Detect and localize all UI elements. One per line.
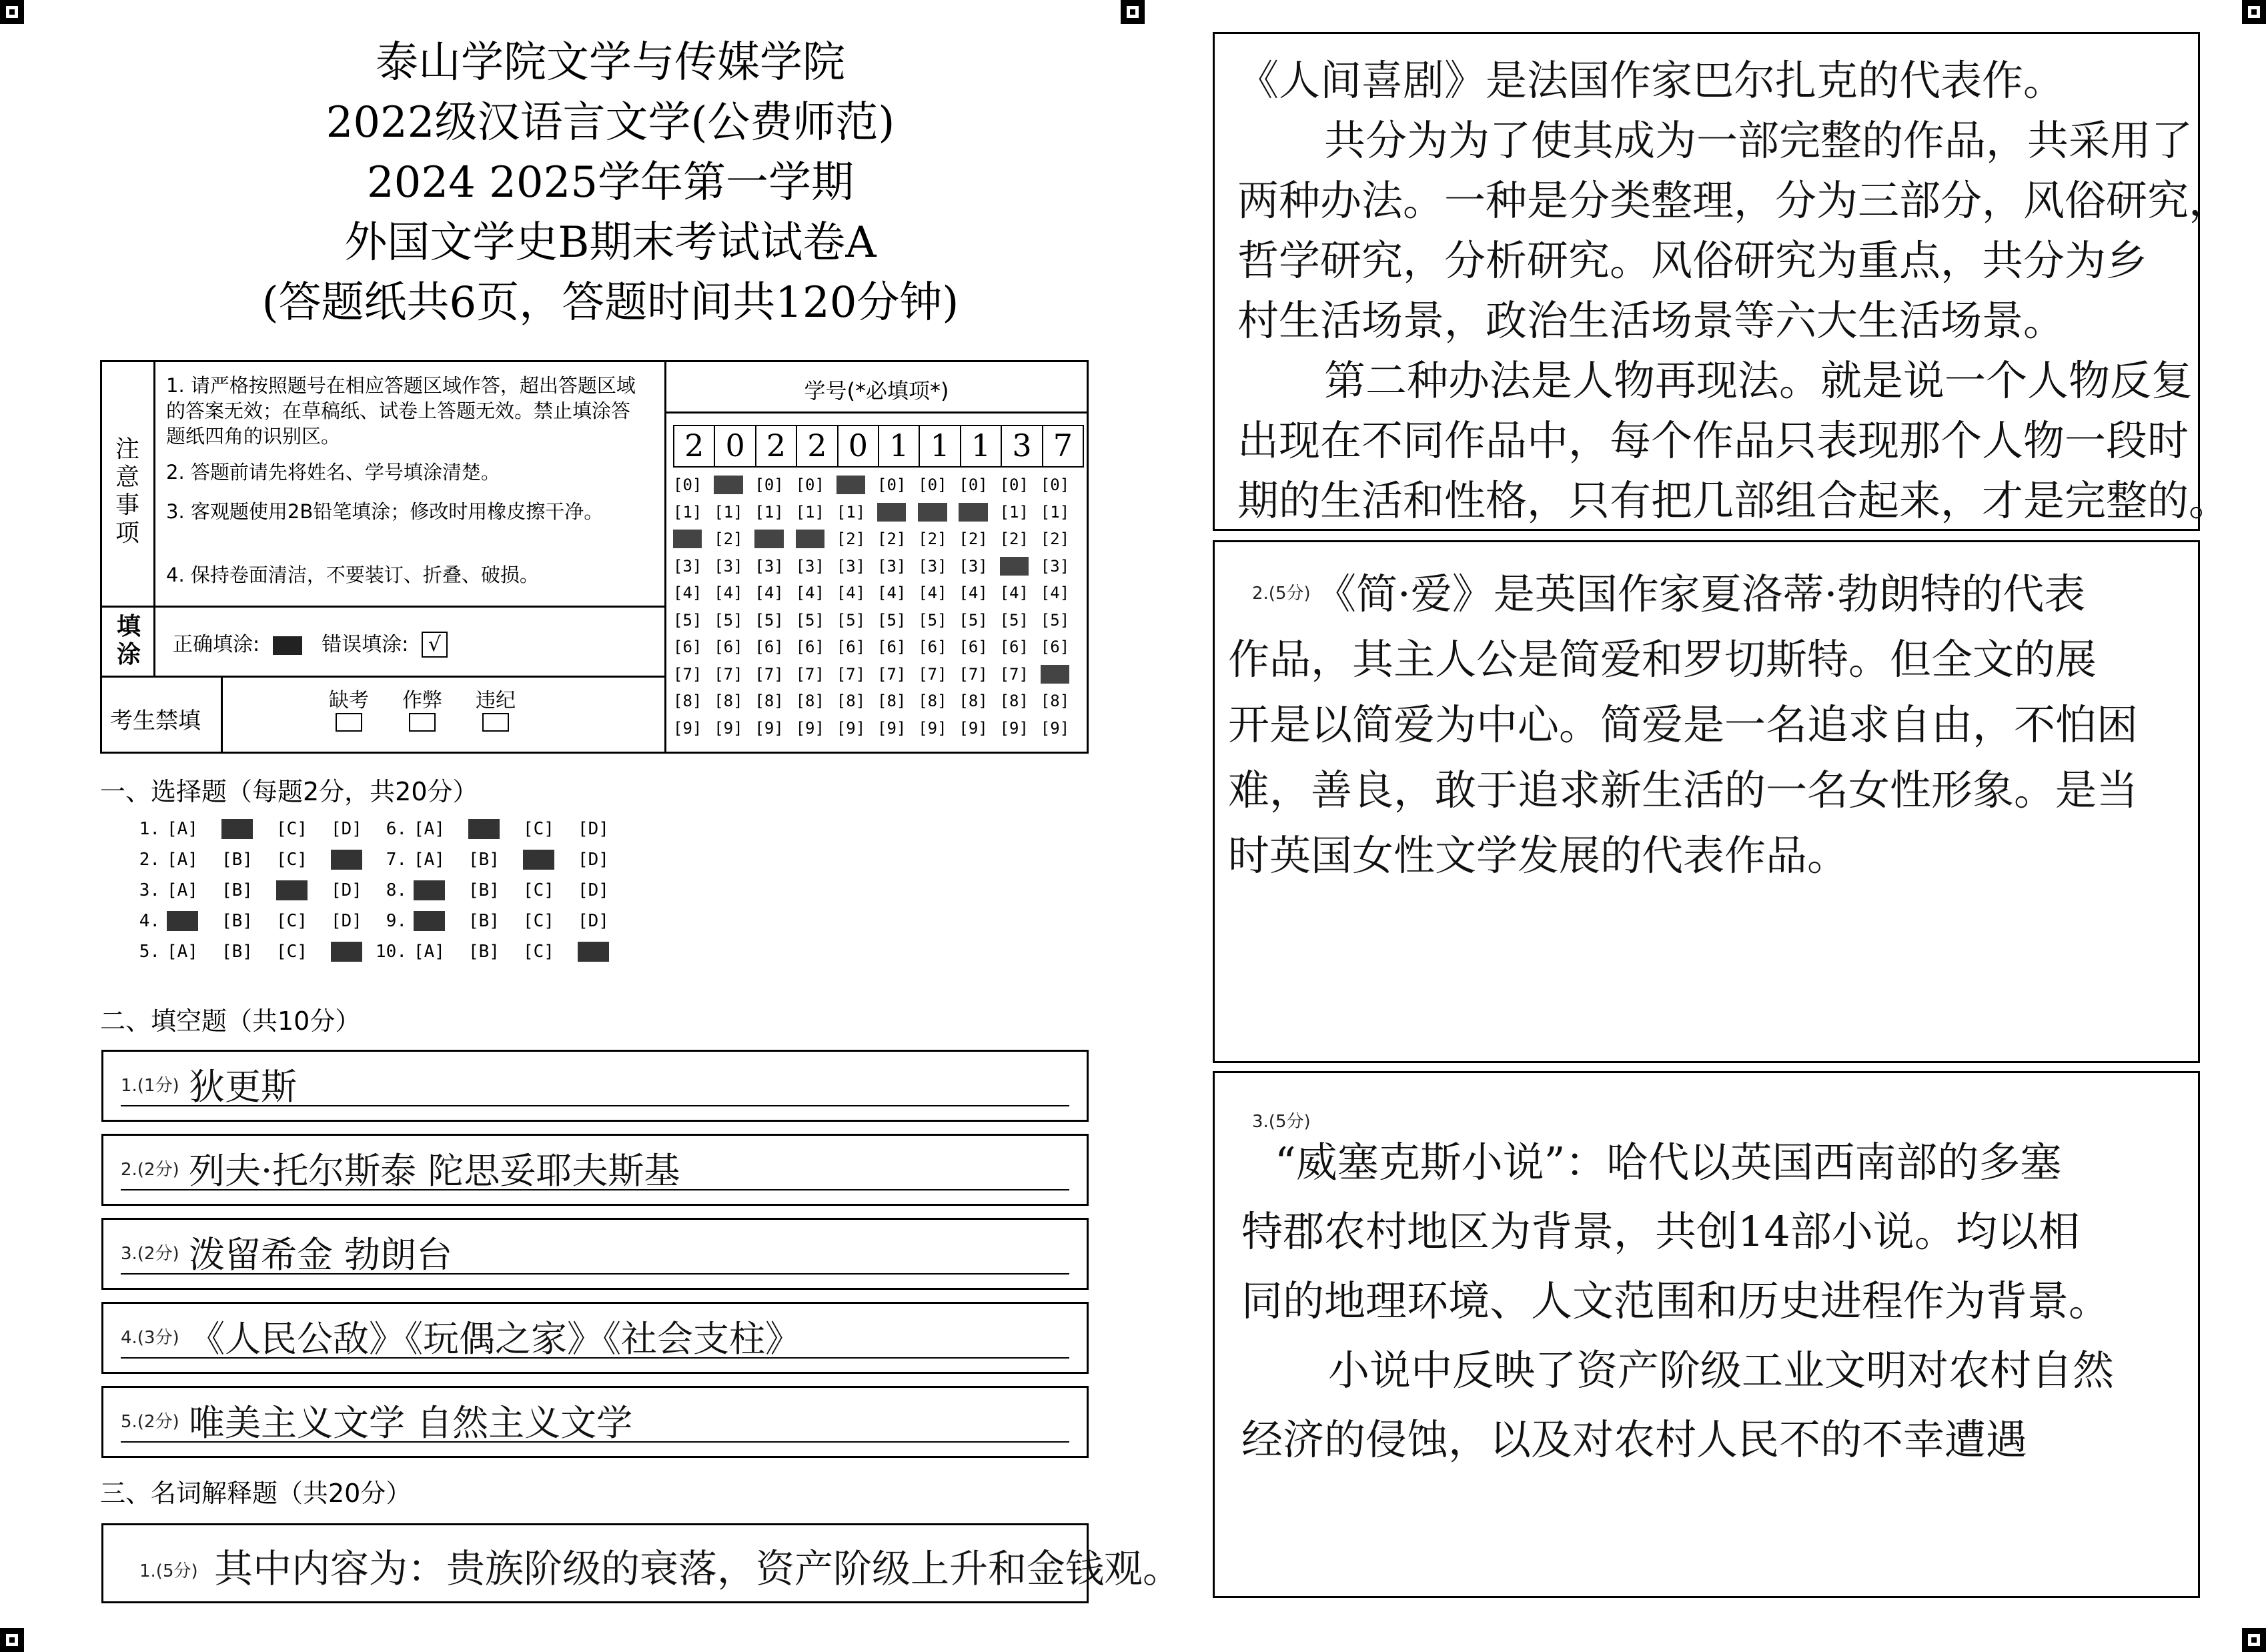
absent-option[interactable] — [322, 684, 376, 737]
cheat-option[interactable] — [396, 684, 449, 737]
id-bubble-col10-3[interactable]: [3] — [1040, 556, 1070, 576]
id-bubble-col8-6[interactable]: [6] — [959, 638, 988, 656]
id-bubble-col1-3[interactable]: [3] — [673, 556, 702, 576]
fill-label: 填涂 — [116, 613, 141, 668]
mc-option-d[interactable]: [D] — [331, 942, 362, 962]
term-q1-number: 1.(5分) — [139, 1561, 198, 1581]
id-bubble-col8-5[interactable]: [5] — [959, 610, 988, 630]
id-bubble-col3-4[interactable]: [4] — [754, 584, 784, 602]
id-bubble-col4-3[interactable]: [3] — [795, 556, 824, 576]
mc-option-c[interactable]: [C] — [276, 819, 308, 839]
mc-question-number: 4. — [139, 911, 160, 931]
q1-answer-line-6: 第二种办法是人物再现法。就是说一个人物反复 — [1324, 356, 2193, 405]
mc-option-b[interactable]: [B] — [221, 819, 253, 839]
id-bubble-col2-8[interactable]: [8] — [714, 692, 743, 710]
mc-option-c[interactable]: [C] — [523, 819, 554, 839]
id-bubble-col6-7[interactable]: [7] — [877, 664, 907, 684]
id-bubble-col9-3[interactable]: [3] — [999, 556, 1029, 576]
section2-title: 二、填空题（共10分） — [100, 1006, 361, 1036]
fill-answer-box-2[interactable] — [101, 1134, 1089, 1206]
id-bubble-col10-0[interactable]: [0] — [1040, 476, 1070, 494]
wrong-fill-mark: √ — [422, 632, 448, 658]
id-bubble-col9-2[interactable]: [2] — [999, 530, 1029, 548]
id-bubble-col10-4[interactable]: [4] — [1040, 584, 1070, 602]
notice-item-2: 2. 答题前请先将姓名、学号填涂清楚。 — [166, 461, 500, 484]
id-bubble-col7-0[interactable]: [0] — [918, 476, 947, 494]
id-bubble-col3-0[interactable]: [0] — [754, 476, 784, 494]
id-bubble-col4-7[interactable]: [7] — [795, 664, 824, 684]
mc-option-a[interactable]: [A] — [167, 819, 198, 839]
id-bubble-col1-1[interactable]: [1] — [673, 502, 702, 522]
id-bubble-col5-9[interactable]: [9] — [836, 718, 866, 738]
mc-option-a[interactable]: [A] — [167, 850, 198, 870]
mc-option-a[interactable]: [A] — [414, 880, 445, 900]
term-q2-number: 2.(5分) — [1252, 584, 1311, 604]
id-bubble-col4-8[interactable]: [8] — [795, 692, 824, 710]
mc-option-b[interactable]: [B] — [468, 850, 500, 870]
id-bubble-col4-0[interactable]: [0] — [795, 476, 824, 494]
mc-question-1 — [119, 819, 386, 839]
mc-option-c[interactable]: [C] — [523, 911, 554, 931]
student-id-digit-2[interactable]: 0 — [715, 426, 756, 466]
mc-question-3 — [119, 880, 386, 900]
mc-option-d[interactable]: [D] — [578, 850, 609, 870]
mc-question-7 — [366, 850, 632, 870]
mc-option-b[interactable]: [B] — [468, 880, 500, 900]
mc-option-b[interactable]: [B] — [221, 942, 253, 962]
student-id-bubble-grid[interactable] — [673, 476, 1081, 749]
id-bubble-col10-7[interactable]: [7] — [1040, 664, 1070, 684]
id-bubble-col9-0[interactable]: [0] — [999, 476, 1029, 494]
id-bubble-col8-8[interactable]: [8] — [959, 692, 988, 710]
exam-title: 外国文学史B期末考试试卷A — [344, 218, 877, 267]
id-bubble-col3-3[interactable]: [3] — [754, 556, 784, 576]
corner-marker-top-center — [1121, 0, 1145, 24]
id-bubble-col7-9[interactable]: [9] — [918, 718, 947, 738]
fill-answer-text: 泼留希金 勃朗台 — [189, 1234, 453, 1276]
id-bubble-col2-1[interactable]: [1] — [714, 502, 743, 522]
id-bubble-col9-9[interactable]: [9] — [999, 718, 1029, 738]
corner-marker-bottom-left — [0, 1628, 24, 1652]
mc-option-d[interactable]: [D] — [578, 880, 609, 900]
term-answer-box-1[interactable] — [101, 1523, 1182, 1603]
mc-option-a[interactable]: [A] — [414, 911, 445, 931]
class-title: 2022级汉语言文学(公费师范) — [326, 98, 895, 147]
mc-question-8 — [366, 880, 632, 900]
q1-answer-line-4: 哲学研究，分析研究。风俗研究为重点，共分为乡 — [1237, 236, 2148, 285]
mc-question-9 — [366, 911, 632, 931]
q3-answer-line-5: 经济的侵蚀，以及对农村人民不的不幸遭遇 — [1241, 1415, 2028, 1464]
mc-option-a[interactable]: [A] — [167, 911, 198, 931]
violation-label: 违纪 — [476, 689, 516, 712]
fill-answer-box-4[interactable] — [101, 1302, 1089, 1374]
absent-checkbox[interactable] — [336, 713, 362, 732]
id-bubble-col7-8[interactable]: [8] — [918, 692, 947, 710]
fill-answer-text: 狄更斯 — [189, 1066, 297, 1108]
id-bubble-col9-4[interactable]: [4] — [999, 584, 1029, 602]
mc-question-number: 1. — [139, 819, 160, 839]
id-bubble-col6-4[interactable]: [4] — [877, 584, 907, 602]
id-bubble-col1-7[interactable]: [7] — [673, 664, 702, 684]
q1-answer-line-5: 村生活场景，政治生活场景等六大生活场景。 — [1237, 296, 2065, 345]
student-id-digit-6[interactable]: 1 — [879, 426, 920, 466]
mc-option-a[interactable]: [A] — [414, 850, 445, 870]
notice-item-3: 3. 客观题使用2B铅笔填涂；修改时用橡皮擦干净。 — [166, 500, 604, 523]
mc-option-b[interactable]: [B] — [468, 911, 500, 931]
q3-answer-line-3: 同的地理环境、人文范围和历史进程作为背景。 — [1241, 1277, 2111, 1325]
mc-question-number: 5. — [139, 942, 160, 962]
student-id-digit-7[interactable]: 1 — [920, 426, 961, 466]
mc-question-number: 2. — [139, 850, 160, 870]
mc-option-b[interactable]: [B] — [468, 942, 500, 962]
id-bubble-col2-9[interactable]: [9] — [714, 718, 743, 738]
mc-option-c[interactable]: [C] — [276, 942, 308, 962]
notice-item-1: 1. 请严格按照题号在相应答题区域作答，超出答题区域的答案无效；在草稿纸、试卷上答题无效。禁止填涂答题纸四角的识别区。 — [166, 374, 636, 448]
id-bubble-col10-6[interactable]: [6] — [1040, 638, 1070, 656]
mc-option-d[interactable]: [D] — [331, 819, 362, 839]
mc-question-10 — [366, 942, 632, 962]
mc-question-number: 6. — [386, 819, 407, 839]
id-bubble-col5-1[interactable]: [1] — [836, 502, 866, 522]
id-bubble-col3-8[interactable]: [8] — [754, 692, 784, 710]
answer-box-q2[interactable] — [1213, 540, 2200, 1063]
id-bubble-col7-5[interactable]: [5] — [918, 610, 947, 630]
id-bubble-col5-7[interactable]: [7] — [836, 664, 866, 684]
q1-answer-line-7: 出现在不同作品中，每个作品只表现那个人物一段时 — [1237, 416, 2189, 465]
id-bubble-col7-7[interactable]: [7] — [918, 664, 947, 684]
id-bubble-col4-4[interactable]: [4] — [795, 584, 824, 602]
mc-option-a[interactable]: [A] — [414, 819, 445, 839]
wrong-fill-label: 错误填涂: — [322, 633, 409, 656]
mc-option-b[interactable]: [B] — [221, 880, 253, 900]
info-block — [100, 360, 1089, 754]
id-bubble-col10-5[interactable]: [5] — [1040, 610, 1070, 630]
id-bubble-col3-1[interactable]: [1] — [754, 502, 784, 522]
notice-item-4: 4. 保持卷面清洁，不要装订、折叠、破损。 — [166, 564, 539, 586]
section3-title: 三、名词解释题（共20分） — [100, 1479, 412, 1508]
q3-answer-line-2: 特郡农村地区为背景，共创14部小说。均以相 — [1241, 1207, 2080, 1256]
student-id-digit-8[interactable]: 1 — [961, 426, 1002, 466]
student-id-digit-5[interactable]: 0 — [838, 426, 879, 466]
q2-answer-line-4: 难，善良，敢于追求新生活的一名女性形象。是当 — [1228, 766, 2139, 814]
q2-answer-line-1: 《简·爱》是英国作家夏洛蒂·勃朗特的代表 — [1315, 570, 2086, 618]
term-q3-number: 3.(5分) — [1252, 1112, 1311, 1132]
student-id-digit-3[interactable]: 2 — [756, 426, 797, 466]
q2-answer-line-2: 作品，其主人公是简爱和罗切斯特。但全文的展 — [1228, 635, 2097, 684]
student-id-digit-1[interactable]: 2 — [674, 426, 715, 466]
fill-example — [173, 628, 448, 658]
absent-label: 缺考 — [329, 689, 369, 712]
mc-option-c[interactable]: [C] — [523, 942, 554, 962]
id-bubble-col4-1[interactable]: [1] — [795, 502, 824, 522]
fill-answer-text: 列夫·托尔斯泰 陀思妥耶夫斯基 — [189, 1150, 680, 1192]
id-bubble-col6-5[interactable]: [5] — [877, 610, 907, 630]
mc-option-d[interactable]: [D] — [331, 850, 362, 870]
mc-option-d[interactable]: [D] — [331, 880, 362, 900]
mc-option-c[interactable]: [C] — [523, 880, 554, 900]
id-bubble-col7-1[interactable]: [1] — [918, 502, 947, 522]
q1-answer-line-8: 期的生活和性格，只有把几部组合起来，才是完整的。 — [1237, 476, 2231, 525]
fill-question-number: 5.(2分) — [121, 1412, 179, 1432]
violation-option[interactable] — [469, 684, 522, 737]
id-bubble-col4-6[interactable]: [6] — [795, 638, 824, 656]
correct-fill-mark — [273, 636, 302, 655]
mc-question-6 — [366, 819, 632, 839]
correct-fill-label: 正确填涂: — [173, 633, 260, 656]
fill-question-number: 1.(1分) — [121, 1076, 179, 1096]
corner-marker-top-left — [0, 0, 24, 24]
cheat-checkbox[interactable] — [409, 713, 436, 732]
id-bubble-col4-5[interactable]: [5] — [795, 610, 824, 630]
id-bubble-col6-0[interactable]: [0] — [877, 476, 907, 494]
id-bubble-col7-4[interactable]: [4] — [918, 584, 947, 602]
id-bubble-col2-6[interactable]: [6] — [714, 638, 743, 656]
id-bubble-col9-5[interactable]: [5] — [999, 610, 1029, 630]
q3-answer-line-1: “威塞克斯小说”：哈代以英国西南部的多塞 — [1275, 1138, 2062, 1186]
forbidden-label: 考生禁填 — [110, 708, 201, 734]
mc-question-number: 8. — [386, 880, 407, 900]
id-bubble-col2-2[interactable]: [2] — [714, 530, 743, 548]
id-bubble-col9-8[interactable]: [8] — [999, 692, 1029, 710]
mc-option-a[interactable]: [A] — [167, 942, 198, 962]
mc-question-number: 3. — [139, 880, 160, 900]
id-bubble-col9-6[interactable]: [6] — [999, 638, 1029, 656]
q3-answer-line-4: 小说中反映了资产阶级工业文明对农村自然 — [1328, 1346, 2115, 1395]
fill-answer-text: 《人民公敌》《玩偶之家》《社会支柱》 — [189, 1318, 801, 1360]
id-bubble-col1-5[interactable]: [5] — [673, 610, 702, 630]
id-bubble-col5-6[interactable]: [6] — [836, 638, 866, 656]
fill-question-number: 3.(2分) — [121, 1244, 179, 1264]
id-bubble-col10-8[interactable]: [8] — [1040, 692, 1070, 710]
q2-answer-line-3: 开是以简爱为中心。简爱是一名追求自由，不怕困 — [1228, 700, 2139, 749]
id-bubble-col8-9[interactable]: [9] — [959, 718, 988, 738]
corner-marker-top-right — [2242, 0, 2266, 24]
id-bubble-col5-8[interactable]: [8] — [836, 692, 866, 710]
mc-option-d[interactable]: [D] — [578, 942, 609, 962]
id-bubble-col6-1[interactable]: [1] — [877, 502, 907, 522]
id-bubble-col10-1[interactable]: [1] — [1040, 502, 1070, 522]
fill-answer-box-3[interactable] — [101, 1218, 1089, 1290]
mc-question-5 — [119, 942, 386, 962]
q1-answer-line-2: 共分为为了使其成为一部完整的作品，共采用了 — [1324, 116, 2193, 165]
id-bubble-col2-0[interactable]: [0] — [714, 476, 743, 494]
violation-checkbox[interactable] — [482, 713, 509, 732]
school-title: 泰山学院文学与传媒学院 — [376, 38, 845, 87]
id-bubble-col4-9[interactable]: [9] — [795, 718, 824, 738]
id-bubble-col1-0[interactable]: [0] — [673, 476, 702, 494]
mc-question-number: 9. — [386, 911, 407, 931]
mc-option-b[interactable]: [B] — [221, 911, 253, 931]
id-bubble-col8-7[interactable]: [7] — [959, 664, 988, 684]
fill-question-number: 2.(2分) — [121, 1160, 179, 1180]
mc-option-b[interactable]: [B] — [468, 819, 500, 839]
mc-option-d[interactable]: [D] — [578, 911, 609, 931]
id-bubble-col3-5[interactable]: [5] — [754, 610, 784, 630]
id-bubble-col3-2[interactable]: [2] — [754, 530, 784, 548]
id-bubble-col7-3[interactable]: [3] — [918, 556, 947, 576]
mc-option-a[interactable]: [A] — [167, 880, 198, 900]
id-bubble-col5-5[interactable]: [5] — [836, 610, 866, 630]
answer-box-q1-continued[interactable] — [1213, 32, 2231, 531]
id-bubble-col8-4[interactable]: [4] — [959, 584, 988, 602]
mc-question-4 — [119, 911, 386, 931]
id-bubble-col3-7[interactable]: [7] — [754, 664, 784, 684]
id-bubble-col5-2[interactable]: [2] — [836, 530, 866, 548]
mc-option-a[interactable]: [A] — [414, 942, 445, 962]
id-bubble-col5-0[interactable]: [0] — [836, 476, 866, 494]
mc-option-d[interactable]: [D] — [331, 911, 362, 931]
id-bubble-col6-2[interactable]: [2] — [877, 530, 907, 548]
term-q1-answer: 其中内容为：贵族阶级的衰落，资产阶级上升和金钱观。 — [214, 1546, 1182, 1591]
fill-question-number: 4.(3分) — [121, 1328, 179, 1348]
id-bubble-col1-8[interactable]: [8] — [673, 692, 702, 710]
mc-option-c[interactable]: [C] — [276, 880, 308, 900]
mc-option-b[interactable]: [B] — [221, 850, 253, 870]
id-bubble-col7-2[interactable]: [2] — [918, 530, 947, 548]
notice-label: 注意事项 — [115, 436, 139, 547]
mc-question-number: 10. — [376, 942, 407, 962]
student-id-digit-9[interactable]: 3 — [1002, 426, 1043, 466]
student-id-digit-4[interactable]: 2 — [797, 426, 838, 466]
cheat-label: 作弊 — [402, 689, 442, 712]
multiple-choice-area[interactable] — [119, 819, 719, 979]
mc-option-c[interactable]: [C] — [276, 850, 308, 870]
id-bubble-col8-1[interactable]: [1] — [959, 502, 988, 522]
id-bubble-col1-4[interactable]: [4] — [673, 584, 702, 602]
exam-info: (答题纸共6页，答题时间共120分钟) — [261, 278, 959, 327]
id-bubble-col7-6[interactable]: [6] — [918, 638, 947, 656]
id-bubble-col8-0[interactable]: [0] — [959, 476, 988, 494]
id-bubble-col6-8[interactable]: [8] — [877, 692, 907, 710]
fill-answer-text: 唯美主义文学 自然主义文学 — [189, 1402, 633, 1444]
id-bubble-col10-2[interactable]: [2] — [1040, 530, 1070, 548]
student-id-digit-10[interactable]: 7 — [1053, 428, 1073, 464]
id-bubble-col2-4[interactable]: [4] — [714, 584, 743, 602]
id-bubble-col5-4[interactable]: [4] — [836, 584, 866, 602]
mc-option-c[interactable]: [C] — [523, 850, 554, 870]
id-bubble-col1-6[interactable]: [6] — [673, 638, 702, 656]
id-bubble-col3-9[interactable]: [9] — [754, 718, 784, 738]
id-bubble-col9-7[interactable]: [7] — [999, 664, 1029, 684]
id-bubble-col1-9[interactable]: [9] — [673, 718, 702, 738]
id-bubble-col4-2[interactable]: [2] — [795, 530, 824, 548]
id-bubble-col3-6[interactable]: [6] — [754, 638, 784, 656]
id-bubble-col5-3[interactable]: [3] — [836, 556, 866, 576]
id-bubble-col8-2[interactable]: [2] — [959, 530, 988, 548]
term-title: 2024 2025学年第一学期 — [366, 158, 855, 207]
id-bubble-col9-1[interactable]: [1] — [999, 502, 1029, 522]
id-bubble-col2-7[interactable]: [7] — [714, 664, 743, 684]
mc-question-number: 7. — [386, 850, 407, 870]
q1-answer-line-1: 《人间喜剧》是法国作家巴尔扎克的代表作。 — [1237, 56, 2065, 105]
mc-question-2 — [119, 850, 386, 870]
id-bubble-col2-3[interactable]: [3] — [714, 556, 743, 576]
id-bubble-col6-3[interactable]: [3] — [877, 556, 907, 576]
id-bubble-col6-6[interactable]: [6] — [877, 638, 907, 656]
q1-answer-line-3: 两种办法。一种是分类整理，分为三部分，风俗研究， — [1237, 176, 2231, 225]
section1-title: 一、选择题（每题2分，共20分） — [100, 777, 478, 806]
id-bubble-col8-3[interactable]: [3] — [959, 556, 988, 576]
student-id-digits[interactable] — [673, 425, 1084, 468]
id-bubble-col10-9[interactable]: [9] — [1040, 718, 1070, 738]
q2-answer-line-5: 时英国女性文学发展的代表作品。 — [1228, 831, 1849, 880]
fill-answer-box-5[interactable] — [101, 1386, 1089, 1458]
fill-answer-box-1[interactable] — [101, 1050, 1089, 1122]
id-bubble-col2-5[interactable]: [5] — [714, 610, 743, 630]
mc-option-d[interactable]: [D] — [578, 819, 609, 839]
corner-marker-bottom-right — [2242, 1628, 2266, 1652]
answer-box-q3[interactable] — [1213, 1071, 2200, 1598]
student-id-label: 学号(*必填项*) — [804, 378, 949, 403]
id-bubble-col1-2[interactable]: [2] — [673, 530, 702, 548]
id-bubble-col6-9[interactable]: [9] — [877, 718, 907, 738]
mc-option-c[interactable]: [C] — [276, 911, 308, 931]
